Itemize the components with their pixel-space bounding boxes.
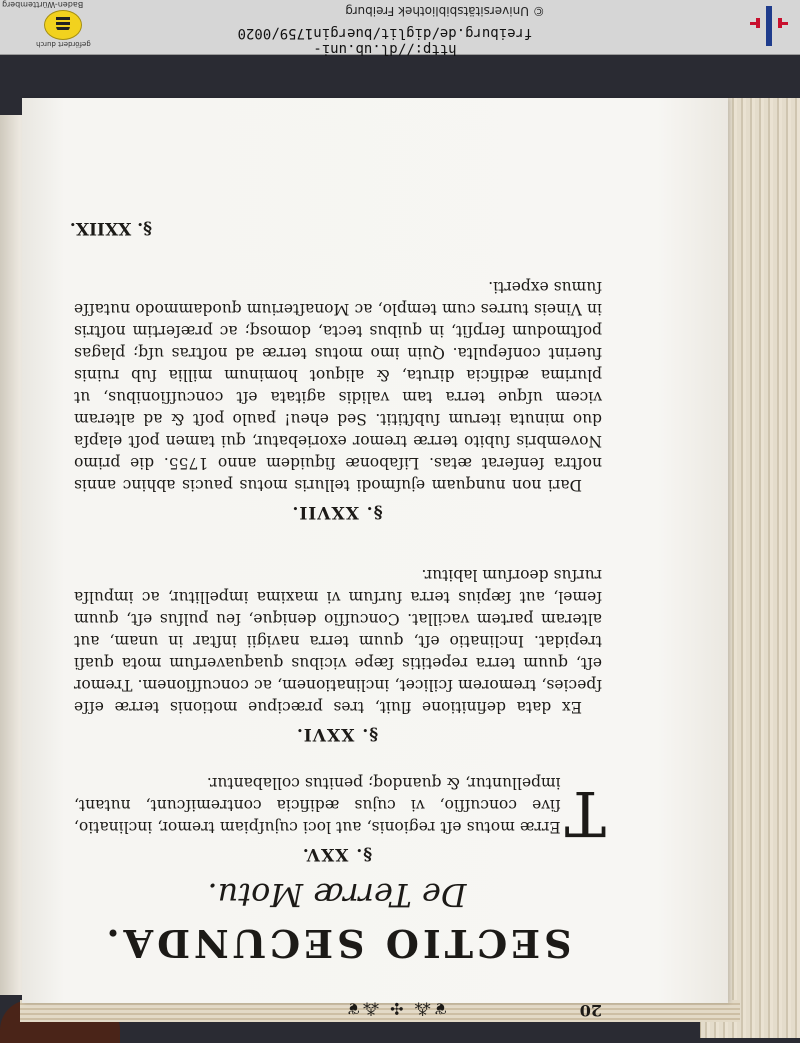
page-content [62,182,612,1022]
paragraph-text: Ex data definitione fluit, tres præcipue motionis terræ eſſe ſpecies, tremorem ſcilicet, inclinationem, ac concuſſionem. Tremor eſt, quum terra repetitis ſæpe vicibus quaquaverſum mota quaſi trepidat. Inclinatio eſt, quum terra navigii inſtar in unam, aut alteram partem vacillat. Concuſſio denique, ſeu pulſus eſt, quum ſemel, aut ſæpius terra ſurſum vi maxima impellitur, ac impulſa rurſus deorſum labitur. [74,566,602,716]
funder-logo-icon[interactable] [44,10,82,40]
page-url[interactable]: http://dl.ub.uni-freiburg.de/diglit/buergin1759/0020 [237,25,533,57]
paragraph-text [74,772,606,850]
paragraph-body: Erræ motus eſt regionis, aut loci cujuſpiam tremor, inclinatio, ſive concuſſio, vi cujus ædificia contremiſcunt, nutant, impelluntur, & quandoq; penitus collabantur. [74,774,561,836]
section-title: SECTIO SECUNDA. [102,921,572,966]
funder-name: Baden-Württemberg [2,0,84,9]
page-header [62,996,612,1022]
page-gutter [0,115,22,995]
section-subtitle: De Terræ Motu. [207,876,467,914]
paragraph-heading: §. XXVII. [291,502,383,522]
catchword: §. XXIIX. [69,218,152,238]
viewer-header [0,0,800,55]
paragraph-heading: §. XXV. [301,844,373,864]
page-number: 20 [579,1001,602,1020]
library-logo-icon[interactable] [748,4,792,48]
drop-cap: T [564,777,606,850]
book-page [22,98,728,1020]
copyright-notice: © Universitätsbibliothek Freiburg [345,4,545,18]
paragraph-heading: §. XXVI. [295,724,379,744]
funder-label: gefördert durch [36,40,91,48]
ornament-icon: ❦⁂ ✣ ⁂❦ [343,999,447,1018]
paragraph-text: Dari non nunquam ejuſmodi telluris motus paucis abhinc annis noſtra ſenſerat ætas. Liſabonæ ſiquidem anno 1755. die primo Novembris ſubito terræ tremor exoriebatur, qui tamen poſt elapſa duo minuta iterum ſubſtitit. Sed eheu! paulo poſt & ad alteram vicem uſque terra tam validis agitata eſt concuſſionibus, ut plurima ædificia diruta, & aliquot hominum millia ſub ruinis fuerint conſepulta. Quin imo motus terræ ad noſtras uſq; plagas poſtmodum ſerpſit, in quibus tecta, domosq; ac præſertim noſtris in Vineis turres cum templo, ac Monaſterium quodammodo nutaſſe ſumus experti. [74,278,602,494]
